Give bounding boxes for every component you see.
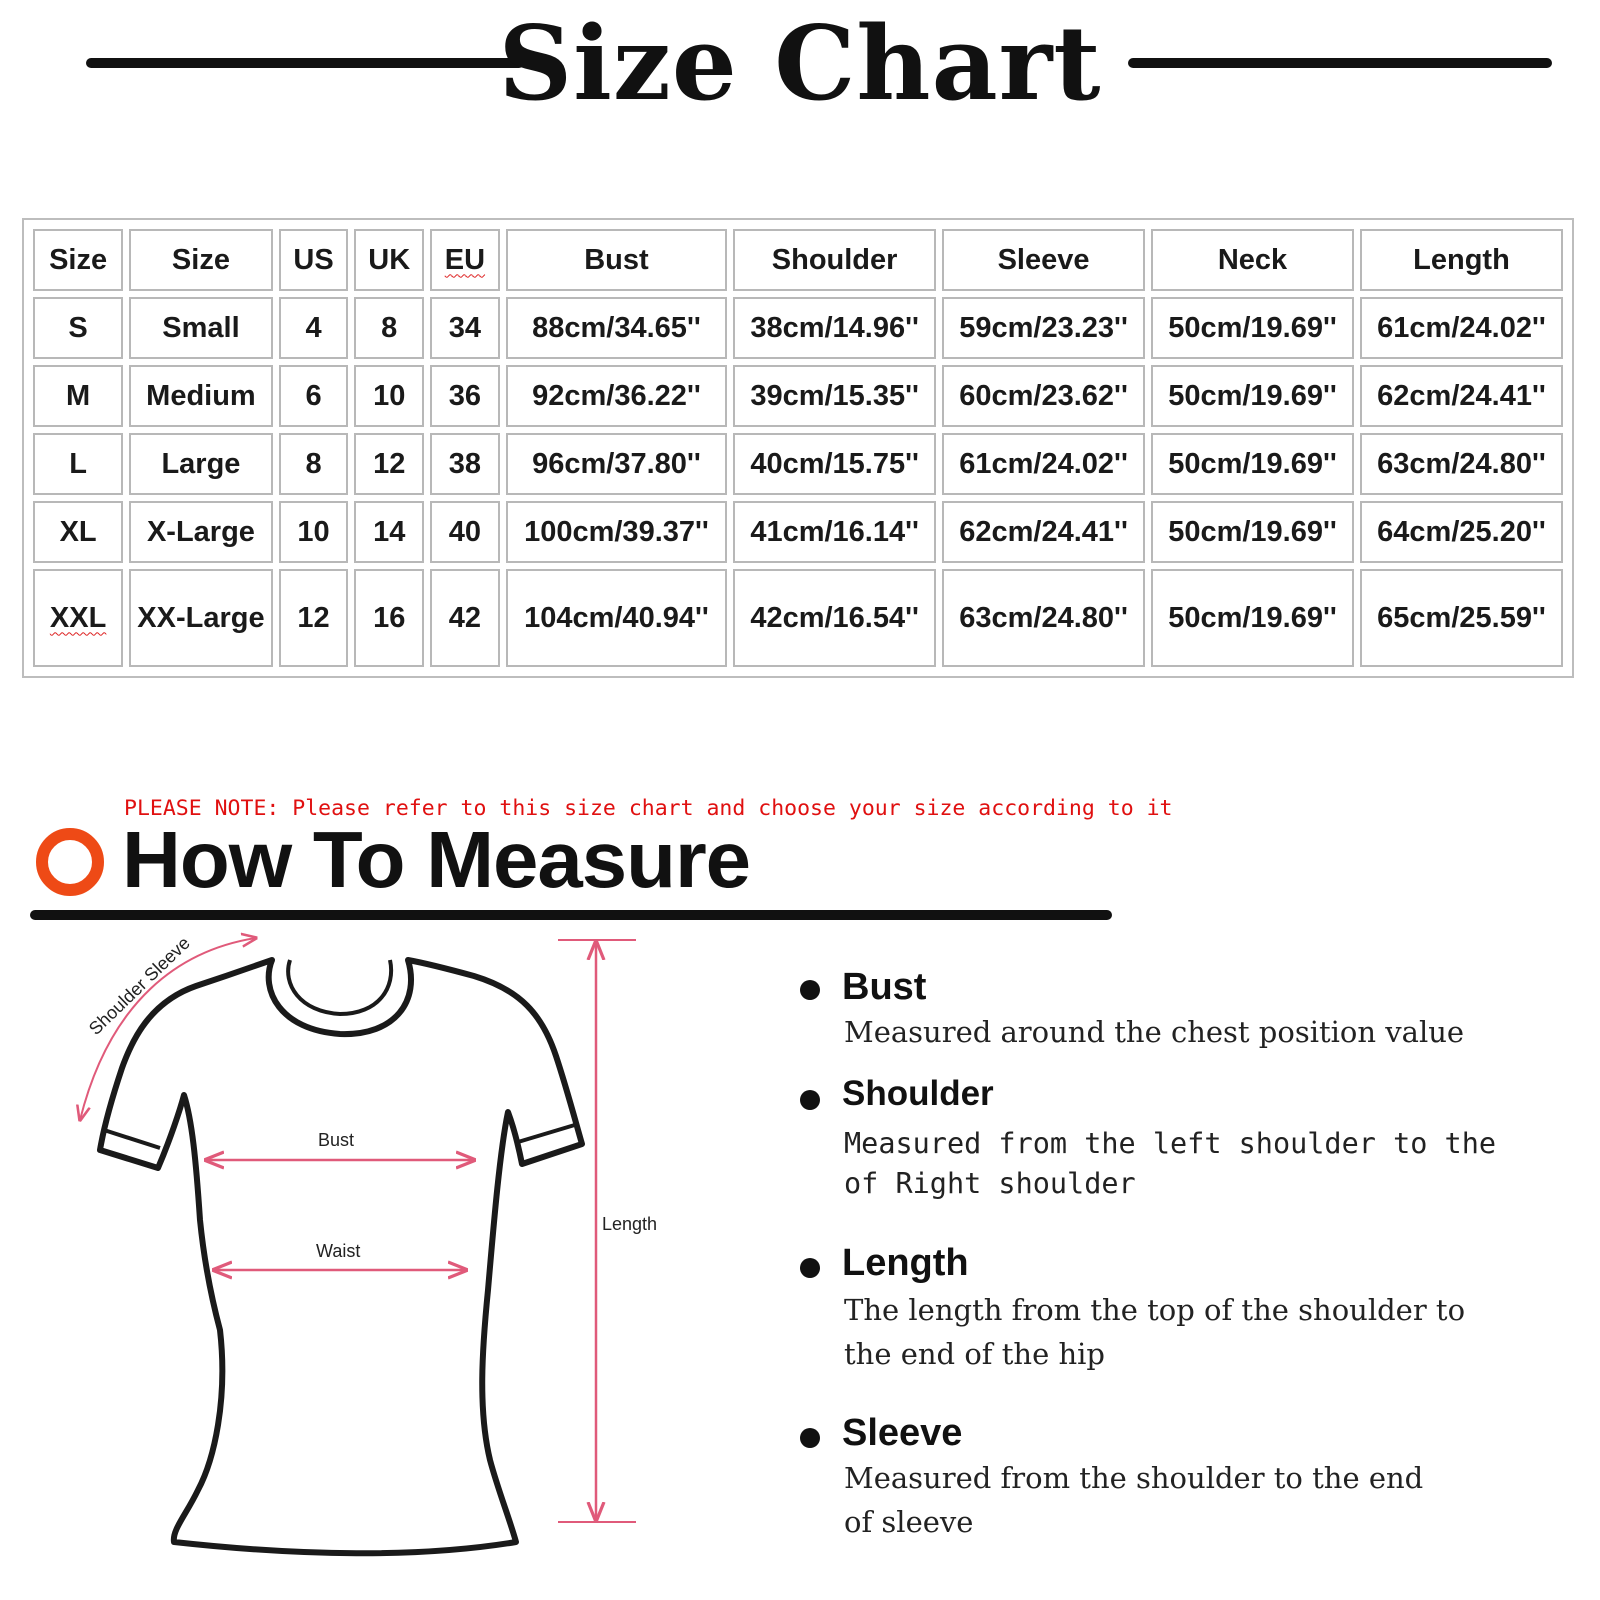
table-cell: 92cm/36.22'' (506, 365, 727, 427)
header-cell: Bust (506, 229, 727, 291)
table-row (33, 297, 1563, 359)
table-cell: X-Large (129, 501, 273, 563)
table-cell: 59cm/23.23'' (942, 297, 1145, 359)
table-cell: 64cm/25.20'' (1360, 501, 1563, 563)
definition-desc (844, 1010, 1464, 1054)
header-cell: Length (1360, 229, 1563, 291)
desc-line: of sleeve (844, 1505, 974, 1539)
how-to-measure-heading: How To Measure (122, 815, 751, 904)
header-cell: Shoulder (733, 229, 936, 291)
table-cell: 8 (354, 297, 424, 359)
table-header-row (33, 229, 1563, 291)
table-cell: 42 (430, 569, 500, 667)
definition-term: Length (842, 1242, 969, 1284)
table-cell: Medium (129, 365, 273, 427)
table-cell: 88cm/34.65'' (506, 297, 727, 359)
title-rule-right (1128, 58, 1552, 68)
table-cell: XX-Large (129, 569, 273, 667)
desc-line: The length from the top of the shoulder to (844, 1293, 1466, 1327)
right-sleeve-hem (518, 1124, 578, 1142)
table-cell: 8 (279, 433, 349, 495)
table-cell: 38 (430, 433, 500, 495)
table-cell: 65cm/25.59'' (1360, 569, 1563, 667)
bullet-icon (800, 1428, 820, 1448)
definition-term: Sleeve (842, 1412, 963, 1454)
table-cell: 14 (354, 501, 424, 563)
t-shirt-diagram (0, 930, 780, 1600)
page-title: Size Chart (498, 4, 1102, 124)
table-row (33, 501, 1563, 563)
desc-line: the end of the hip (844, 1337, 1105, 1371)
table-cell: 50cm/19.69'' (1151, 365, 1354, 427)
table-cell (33, 569, 123, 667)
desc-line: Measured from the left shoulder to the (844, 1127, 1497, 1160)
table-cell: 61cm/24.02'' (1360, 297, 1563, 359)
table-cell: 50cm/19.69'' (1151, 433, 1354, 495)
table-cell: 63cm/24.80'' (1360, 433, 1563, 495)
table-cell: 60cm/23.62'' (942, 365, 1145, 427)
desc-line: Measured from the shoulder to the end (844, 1461, 1424, 1495)
ring-bullet-icon (36, 828, 104, 896)
table-cell: Large (129, 433, 273, 495)
table-cell: 36 (430, 365, 500, 427)
header-cell: Sleeve (942, 229, 1145, 291)
table-cell: 50cm/19.69'' (1151, 569, 1354, 667)
table-cell: 6 (279, 365, 349, 427)
size-code-xxl: XXL (49, 601, 107, 634)
table-cell: 38cm/14.96'' (733, 297, 936, 359)
shoulder-sleeve-label: Shoulder Sleeve (84, 932, 194, 1039)
definition-term: Shoulder (842, 1074, 994, 1113)
length-label: Length (602, 1214, 658, 1234)
table-cell: 40 (430, 501, 500, 563)
table-cell: 4 (279, 297, 349, 359)
table-cell: Small (129, 297, 273, 359)
table-cell: 12 (354, 433, 424, 495)
table-cell: 50cm/19.69'' (1151, 297, 1354, 359)
definition-desc (844, 1124, 1496, 1204)
header-cell: UK (354, 229, 424, 291)
desc-line: of Right shoulder (844, 1167, 1136, 1200)
table-cell: M (33, 365, 123, 427)
table-cell: 10 (354, 365, 424, 427)
table-cell: 104cm/40.94'' (506, 569, 727, 667)
table-cell: 50cm/19.69'' (1151, 501, 1354, 563)
table-cell: 16 (354, 569, 424, 667)
desc-line: Measured around the chest position value (844, 1015, 1465, 1049)
definition-desc (844, 1456, 1423, 1544)
table-cell: 62cm/24.41'' (1360, 365, 1563, 427)
table-cell: 12 (279, 569, 349, 667)
bullet-icon (800, 1258, 820, 1278)
size-note: PLEASE NOTE: Please refer to this size chart and choose your size according to it (124, 796, 1173, 821)
header-cell: Size (33, 229, 123, 291)
header-eu-label: EU (444, 243, 486, 276)
left-sleeve-hem (104, 1130, 160, 1148)
table-cell: 61cm/24.02'' (942, 433, 1145, 495)
definition-desc (844, 1288, 1465, 1376)
table-row (33, 365, 1563, 427)
table-cell: 63cm/24.80'' (942, 569, 1145, 667)
collar-inner (288, 960, 391, 1014)
bullet-icon (800, 980, 820, 1000)
table-cell: 40cm/15.75'' (733, 433, 936, 495)
table-cell: L (33, 433, 123, 495)
table-cell: 62cm/24.41'' (942, 501, 1145, 563)
header-cell: US (279, 229, 349, 291)
header-cell: Size (129, 229, 273, 291)
waist-label: Waist (316, 1241, 361, 1261)
table-cell: 42cm/16.54'' (733, 569, 936, 667)
heading-underline (30, 910, 1112, 920)
table-cell: 100cm/39.37'' (506, 501, 727, 563)
table-cell: S (33, 297, 123, 359)
table-row (33, 433, 1563, 495)
table-row (33, 569, 1563, 667)
table-cell: 34 (430, 297, 500, 359)
definition-term: Bust (842, 966, 927, 1008)
header-cell (430, 229, 500, 291)
header-cell: Neck (1151, 229, 1354, 291)
table-cell: 39cm/15.35'' (733, 365, 936, 427)
table-cell: 96cm/37.80'' (506, 433, 727, 495)
bust-label: Bust (318, 1130, 355, 1150)
bullet-icon (800, 1090, 820, 1110)
table-cell: 10 (279, 501, 349, 563)
table-cell: 41cm/16.14'' (733, 501, 936, 563)
size-table (22, 218, 1574, 678)
table-cell: XL (33, 501, 123, 563)
